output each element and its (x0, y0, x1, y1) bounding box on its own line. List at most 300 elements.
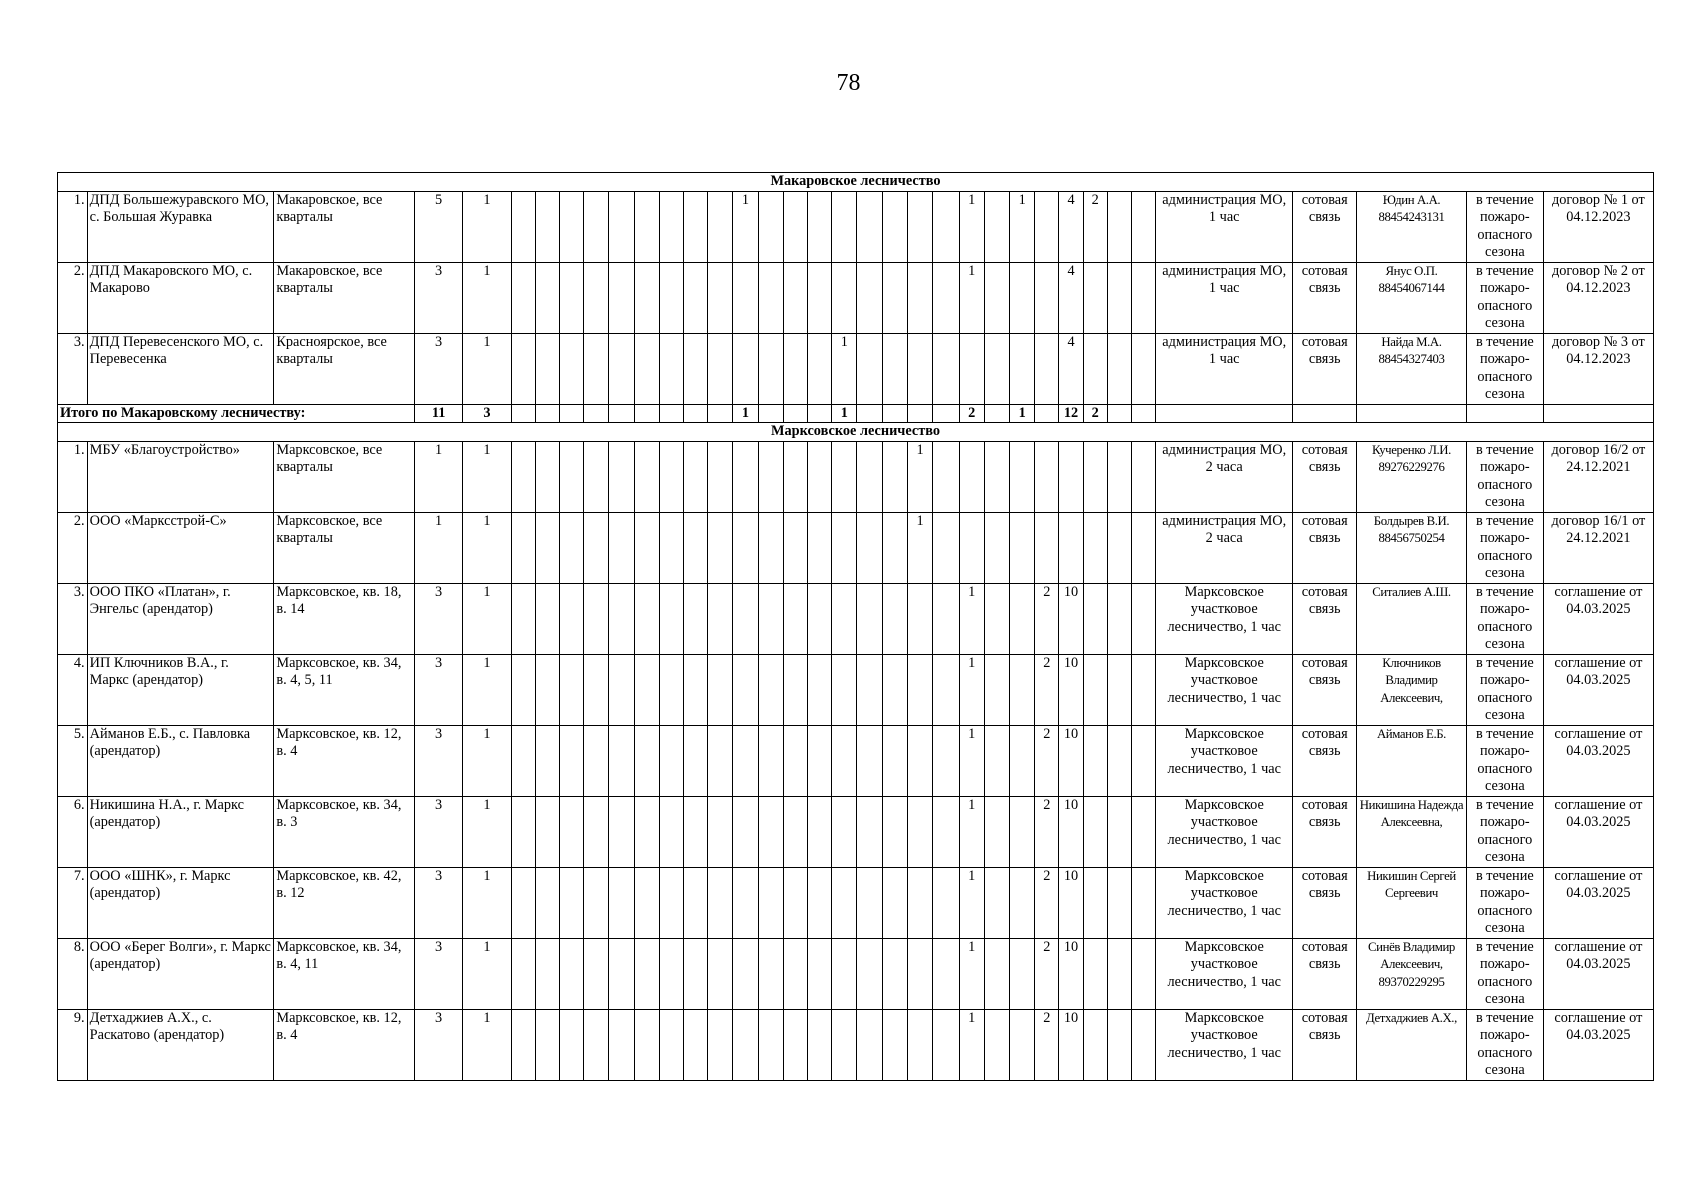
document-cell: соглашение от 04.03.2025 (1543, 725, 1653, 796)
contact-cell: Кучеренко Л.И. 89276229276 (1357, 441, 1467, 512)
equipment-value-cell (933, 512, 959, 583)
equipment-value-cell (832, 583, 857, 654)
equipment-value-cell (1010, 796, 1035, 867)
total-empty-cell (1357, 404, 1467, 423)
equipment-value-cell (559, 583, 583, 654)
notification-cell: администрация МО, 1 час (1156, 333, 1293, 404)
period-cell: в течение пожаро-опасного сезона (1466, 796, 1543, 867)
equipment-value-cell: 10 (1059, 867, 1083, 938)
equipment-value-cell (559, 333, 583, 404)
equipment-value-cell (511, 583, 535, 654)
notification-cell: Марксовское участковое лесничество, 1 час (1156, 796, 1293, 867)
total-value-cell (584, 404, 609, 423)
total-value-cell (933, 404, 959, 423)
equipment-value-cell (708, 512, 733, 583)
equipment-value-cell (511, 1009, 535, 1080)
equipment-value-cell (683, 441, 707, 512)
equipment-value-cell (535, 262, 559, 333)
equipment-value-cell (683, 191, 707, 262)
equipment-value-cell (1010, 583, 1035, 654)
equipment-value-cell (1107, 512, 1131, 583)
table-row (58, 867, 1654, 938)
document-cell: договор № 2 от 04.12.2023 (1543, 262, 1653, 333)
equipment-value-cell (882, 441, 907, 512)
equipment-value-cell (857, 333, 882, 404)
equipment-value-cell (511, 725, 535, 796)
equipment-value-cell (535, 654, 559, 725)
equipment-value-cell (733, 262, 758, 333)
vehicle-count-cell: 1 (463, 654, 511, 725)
document-cell: соглашение от 04.03.2025 (1543, 938, 1653, 1009)
equipment-value-cell (708, 725, 733, 796)
equipment-value-cell (1010, 938, 1035, 1009)
equipment-value-cell (683, 262, 707, 333)
equipment-value-cell (659, 512, 683, 583)
equipment-value-cell (882, 512, 907, 583)
equipment-value-cell: 1 (959, 262, 984, 333)
row-number: 8. (58, 938, 88, 1009)
period-cell: в течение пожаро-опасного сезона (1466, 654, 1543, 725)
communication-cell: сотовая связь (1293, 654, 1357, 725)
table-row (58, 333, 1654, 404)
organization-cell: Никишина Н.А., г. Маркс (арендатор) (87, 796, 274, 867)
equipment-value-cell (857, 191, 882, 262)
communication-cell: сотовая связь (1293, 938, 1357, 1009)
total-value-cell: 2 (959, 404, 984, 423)
equipment-value-cell (708, 441, 733, 512)
equipment-value-cell (584, 654, 609, 725)
period-cell: в течение пожаро-опасного сезона (1466, 191, 1543, 262)
equipment-value-cell (1131, 796, 1155, 867)
equipment-value-cell (659, 796, 683, 867)
equipment-value-cell (984, 333, 1009, 404)
equipment-value-cell (683, 333, 707, 404)
equipment-value-cell (659, 867, 683, 938)
equipment-value-cell: 10 (1059, 654, 1083, 725)
total-empty-cell (1466, 404, 1543, 423)
equipment-value-cell (535, 725, 559, 796)
equipment-value-cell (832, 938, 857, 1009)
equipment-value-cell (1107, 191, 1131, 262)
equipment-value-cell (758, 512, 783, 583)
location-cell: Макаровское, все кварталы (274, 262, 415, 333)
organization-cell: ООО «Берег Волги», г. Маркс (арендатор) (87, 938, 274, 1009)
equipment-value-cell (758, 191, 783, 262)
equipment-value-cell (808, 725, 832, 796)
communication-cell: сотовая связь (1293, 583, 1357, 654)
table-row (58, 262, 1654, 333)
equipment-value-cell (882, 938, 907, 1009)
equipment-value-cell (1010, 441, 1035, 512)
equipment-value-cell (1131, 441, 1155, 512)
equipment-value-cell (1131, 1009, 1155, 1080)
equipment-value-cell (708, 796, 733, 867)
equipment-value-cell (783, 191, 807, 262)
equipment-value-cell (832, 1009, 857, 1080)
equipment-value-cell (1131, 583, 1155, 654)
equipment-value-cell (1035, 191, 1059, 262)
equipment-value-cell (1083, 512, 1107, 583)
organization-cell: ООО «Марксстрой-С» (87, 512, 274, 583)
equipment-value-cell (708, 867, 733, 938)
equipment-value-cell: 1 (959, 796, 984, 867)
equipment-value-cell (1131, 512, 1155, 583)
equipment-value-cell (907, 938, 932, 1009)
equipment-value-cell (783, 938, 807, 1009)
equipment-value-cell (511, 867, 535, 938)
equipment-value-cell (634, 654, 659, 725)
contact-cell: Детхаджиев А.Х., (1357, 1009, 1467, 1080)
document-cell: соглашение от 04.03.2025 (1543, 583, 1653, 654)
equipment-value-cell (535, 583, 559, 654)
equipment-value-cell: 1 (733, 191, 758, 262)
equipment-value-cell (808, 583, 832, 654)
total-value-cell (882, 404, 907, 423)
personnel-count-cell: 1 (414, 512, 462, 583)
equipment-value-cell (733, 725, 758, 796)
total-label: Итого по Макаровскому лесничеству: (58, 404, 415, 423)
equipment-value-cell (832, 262, 857, 333)
equipment-value-cell (659, 191, 683, 262)
contact-cell: Ситалиев А.Ш. (1357, 583, 1467, 654)
table-row (58, 512, 1654, 583)
equipment-value-cell: 10 (1059, 796, 1083, 867)
equipment-value-cell (535, 441, 559, 512)
equipment-value-cell (609, 938, 634, 1009)
equipment-value-cell (708, 654, 733, 725)
section-header-row (58, 423, 1654, 442)
equipment-value-cell (584, 191, 609, 262)
communication-cell: сотовая связь (1293, 262, 1357, 333)
equipment-value-cell (857, 262, 882, 333)
equipment-value-cell (559, 867, 583, 938)
equipment-value-cell (984, 938, 1009, 1009)
total-row (58, 404, 1654, 423)
equipment-value-cell (584, 512, 609, 583)
document-cell: соглашение от 04.03.2025 (1543, 796, 1653, 867)
document-cell: соглашение от 04.03.2025 (1543, 654, 1653, 725)
equipment-value-cell (609, 191, 634, 262)
equipment-value-cell (634, 1009, 659, 1080)
equipment-value-cell (708, 191, 733, 262)
equipment-value-cell (783, 333, 807, 404)
total-value-cell: 2 (1083, 404, 1107, 423)
equipment-value-cell (733, 867, 758, 938)
equipment-value-cell (857, 1009, 882, 1080)
table-row (58, 725, 1654, 796)
equipment-value-cell (1107, 441, 1131, 512)
equipment-value-cell (857, 938, 882, 1009)
equipment-value-cell (1010, 654, 1035, 725)
organization-cell: ДПД Макаровского МО, с. Макарово (87, 262, 274, 333)
equipment-value-cell (1131, 654, 1155, 725)
period-cell: в течение пожаро-опасного сезона (1466, 262, 1543, 333)
equipment-value-cell (683, 796, 707, 867)
equipment-value-cell (933, 1009, 959, 1080)
equipment-value-cell (511, 796, 535, 867)
equipment-value-cell (659, 441, 683, 512)
location-cell: Марксовское, кв. 18, в. 14 (274, 583, 415, 654)
notification-cell: Марксовское участковое лесничество, 1 час (1156, 583, 1293, 654)
total-value-cell (857, 404, 882, 423)
equipment-value-cell (609, 654, 634, 725)
equipment-value-cell (1083, 262, 1107, 333)
vehicle-count-cell: 1 (463, 441, 511, 512)
document-cell: соглашение от 04.03.2025 (1543, 1009, 1653, 1080)
contact-cell: Айманов Е.Б. (1357, 725, 1467, 796)
vehicle-count-cell: 1 (463, 191, 511, 262)
equipment-value-cell: 2 (1035, 938, 1059, 1009)
equipment-value-cell (783, 1009, 807, 1080)
equipment-value-cell (733, 333, 758, 404)
communication-cell: сотовая связь (1293, 796, 1357, 867)
equipment-value-cell (1107, 583, 1131, 654)
row-number: 9. (58, 1009, 88, 1080)
location-cell: Марксовское, кв. 34, в. 3 (274, 796, 415, 867)
row-number: 4. (58, 654, 88, 725)
period-cell: в течение пожаро-опасного сезона (1466, 333, 1543, 404)
equipment-value-cell (1107, 867, 1131, 938)
equipment-value-cell (984, 191, 1009, 262)
total-value-cell (535, 404, 559, 423)
equipment-value-cell (1131, 867, 1155, 938)
equipment-value-cell (511, 938, 535, 1009)
equipment-value-cell (808, 191, 832, 262)
equipment-value-cell (609, 583, 634, 654)
equipment-value-cell (1010, 1009, 1035, 1080)
notification-cell: Марксовское участковое лесничество, 1 час (1156, 1009, 1293, 1080)
notification-cell: Марксовское участковое лесничество, 1 час (1156, 725, 1293, 796)
equipment-value-cell (511, 654, 535, 725)
equipment-value-cell (1010, 725, 1035, 796)
equipment-value-cell (733, 796, 758, 867)
equipment-value-cell: 1 (959, 938, 984, 1009)
equipment-value-cell (832, 654, 857, 725)
table-row (58, 441, 1654, 512)
equipment-value-cell (584, 1009, 609, 1080)
equipment-value-cell (634, 191, 659, 262)
equipment-value-cell (758, 583, 783, 654)
total-value-cell: 12 (1059, 404, 1083, 423)
equipment-value-cell (708, 583, 733, 654)
period-cell: в течение пожаро-опасного сезона (1466, 867, 1543, 938)
equipment-value-cell (984, 441, 1009, 512)
equipment-value-cell (882, 725, 907, 796)
equipment-value-cell (708, 1009, 733, 1080)
equipment-value-cell (683, 725, 707, 796)
row-number: 1. (58, 441, 88, 512)
section-title: Макаровское лесничество (58, 173, 1654, 192)
equipment-value-cell (683, 654, 707, 725)
equipment-value-cell (708, 333, 733, 404)
equipment-value-cell (559, 654, 583, 725)
equipment-value-cell (984, 654, 1009, 725)
equipment-value-cell (609, 262, 634, 333)
equipment-value-cell: 1 (832, 333, 857, 404)
equipment-value-cell: 4 (1059, 262, 1083, 333)
vehicle-count-cell: 1 (463, 333, 511, 404)
equipment-value-cell (832, 191, 857, 262)
personnel-count-cell: 3 (414, 262, 462, 333)
equipment-value-cell (1107, 938, 1131, 1009)
period-cell: в течение пожаро-опасного сезона (1466, 441, 1543, 512)
equipment-value-cell (511, 191, 535, 262)
equipment-value-cell (933, 262, 959, 333)
equipment-value-cell (907, 654, 932, 725)
equipment-value-cell (659, 333, 683, 404)
period-cell: в течение пожаро-опасного сезона (1466, 512, 1543, 583)
equipment-value-cell (984, 796, 1009, 867)
equipment-value-cell (783, 654, 807, 725)
contact-cell: Янус О.П. 88454067144 (1357, 262, 1467, 333)
contact-cell: Найда М.А. 88454327403 (1357, 333, 1467, 404)
personnel-count-cell: 1 (414, 441, 462, 512)
equipment-value-cell (535, 796, 559, 867)
personnel-count-cell: 3 (414, 583, 462, 654)
equipment-value-cell (733, 654, 758, 725)
period-cell: в течение пожаро-опасного сезона (1466, 938, 1543, 1009)
equipment-value-cell (1059, 512, 1083, 583)
equipment-value-cell (609, 1009, 634, 1080)
equipment-value-cell (857, 796, 882, 867)
equipment-value-cell (857, 725, 882, 796)
total-value-cell: 1 (733, 404, 758, 423)
equipment-value-cell (1131, 333, 1155, 404)
equipment-value-cell (1083, 867, 1107, 938)
equipment-value-cell (535, 333, 559, 404)
equipment-value-cell (783, 512, 807, 583)
equipment-value-cell (559, 441, 583, 512)
communication-cell: сотовая связь (1293, 333, 1357, 404)
equipment-value-cell (907, 583, 932, 654)
equipment-value-cell (1131, 938, 1155, 1009)
equipment-value-cell (783, 441, 807, 512)
organization-cell: ДПД Большежуравского МО, с. Большая Журавка (87, 191, 274, 262)
equipment-value-cell (959, 512, 984, 583)
equipment-value-cell: 2 (1083, 191, 1107, 262)
equipment-value-cell (511, 441, 535, 512)
total-value-cell (559, 404, 583, 423)
personnel-count-cell: 3 (414, 796, 462, 867)
equipment-value-cell (984, 725, 1009, 796)
equipment-value-cell (535, 1009, 559, 1080)
equipment-value-cell (1010, 512, 1035, 583)
notification-cell: Марксовское участковое лесничество, 1 час (1156, 654, 1293, 725)
equipment-value-cell (907, 725, 932, 796)
equipment-value-cell: 4 (1059, 191, 1083, 262)
vehicle-count-cell: 1 (463, 725, 511, 796)
equipment-value-cell (659, 583, 683, 654)
equipment-value-cell (683, 512, 707, 583)
organization-cell: ИП Ключников В.А., г. Маркс (арендатор) (87, 654, 274, 725)
equipment-value-cell (1083, 654, 1107, 725)
contact-cell: Никишина Надежда Алексеевна, (1357, 796, 1467, 867)
row-number: 3. (58, 583, 88, 654)
equipment-value-cell (959, 333, 984, 404)
table-row (58, 938, 1654, 1009)
equipment-value-cell (733, 583, 758, 654)
equipment-value-cell (783, 262, 807, 333)
equipment-value-cell: 1 (907, 512, 932, 583)
personnel-count-cell: 3 (414, 333, 462, 404)
location-cell: Марксовское, кв. 12, в. 4 (274, 1009, 415, 1080)
equipment-value-cell: 2 (1035, 796, 1059, 867)
equipment-value-cell (1131, 191, 1155, 262)
equipment-value-cell (1107, 796, 1131, 867)
equipment-value-cell (808, 1009, 832, 1080)
vehicle-count-cell: 1 (463, 1009, 511, 1080)
document-cell: договор № 1 от 04.12.2023 (1543, 191, 1653, 262)
equipment-value-cell (907, 867, 932, 938)
forces-table (57, 172, 1654, 1081)
equipment-value-cell (882, 583, 907, 654)
notification-cell: администрация МО, 2 часа (1156, 441, 1293, 512)
communication-cell: сотовая связь (1293, 725, 1357, 796)
personnel-count-cell: 3 (414, 725, 462, 796)
location-cell: Марксовское, все кварталы (274, 512, 415, 583)
equipment-value-cell (634, 262, 659, 333)
equipment-value-cell (882, 333, 907, 404)
equipment-value-cell: 2 (1035, 654, 1059, 725)
equipment-value-cell (559, 191, 583, 262)
location-cell: Марксовское, кв. 42, в. 12 (274, 867, 415, 938)
row-number: 3. (58, 333, 88, 404)
equipment-value-cell (1010, 333, 1035, 404)
equipment-value-cell (907, 796, 932, 867)
equipment-value-cell (559, 512, 583, 583)
equipment-value-cell (1035, 441, 1059, 512)
equipment-value-cell (1131, 725, 1155, 796)
equipment-value-cell (882, 1009, 907, 1080)
equipment-value-cell (758, 725, 783, 796)
equipment-value-cell (1035, 512, 1059, 583)
equipment-value-cell (683, 1009, 707, 1080)
equipment-value-cell (882, 867, 907, 938)
location-cell: Марксовское, кв. 34, в. 4, 11 (274, 938, 415, 1009)
total-value-cell (758, 404, 783, 423)
equipment-value-cell (1107, 262, 1131, 333)
equipment-value-cell (609, 441, 634, 512)
total-value-cell (1107, 404, 1131, 423)
equipment-value-cell: 2 (1035, 1009, 1059, 1080)
equipment-value-cell (559, 262, 583, 333)
equipment-value-cell (733, 441, 758, 512)
equipment-value-cell (758, 654, 783, 725)
contact-cell: Никишин Сергей Сергеевич (1357, 867, 1467, 938)
notification-cell: администрация МО, 2 часа (1156, 512, 1293, 583)
section-title: Марксовское лесничество (58, 423, 1654, 442)
equipment-value-cell (683, 938, 707, 1009)
equipment-value-cell (1083, 938, 1107, 1009)
total-personnel-cell: 11 (414, 404, 462, 423)
equipment-value-cell (808, 654, 832, 725)
equipment-value-cell (634, 583, 659, 654)
total-value-cell: 1 (1010, 404, 1035, 423)
equipment-value-cell (857, 441, 882, 512)
document-cell: соглашение от 04.03.2025 (1543, 867, 1653, 938)
equipment-value-cell (832, 512, 857, 583)
equipment-value-cell (832, 867, 857, 938)
equipment-value-cell (659, 938, 683, 1009)
document-cell: договор № 3 от 04.12.2023 (1543, 333, 1653, 404)
equipment-value-cell (933, 796, 959, 867)
equipment-value-cell (808, 441, 832, 512)
total-value-cell (609, 404, 634, 423)
equipment-value-cell (783, 583, 807, 654)
equipment-value-cell (535, 938, 559, 1009)
equipment-value-cell (609, 867, 634, 938)
equipment-value-cell (1131, 262, 1155, 333)
